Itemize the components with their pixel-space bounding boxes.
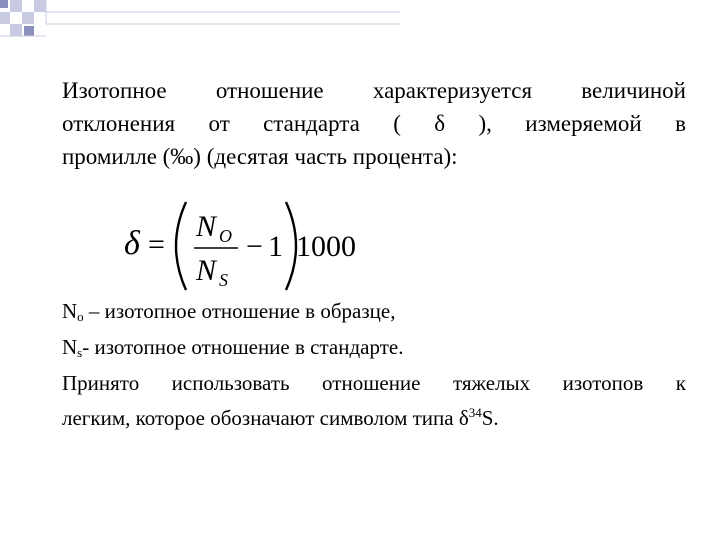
intro-line-2: отклонения от стандарта ( δ ), измеряемой в [62, 111, 686, 136]
formula-denominator-n: N [196, 254, 217, 287]
decorative-checker-grid [0, 0, 400, 42]
definitions-paragraph [62, 296, 686, 433]
definition-no [62, 296, 686, 332]
definition-ns [62, 332, 686, 368]
formula-equals: = [148, 228, 165, 261]
no-symbol: N [62, 299, 78, 323]
formula-left-paren [176, 202, 186, 290]
definitions-line-3: Принято использовать отношение тяжелых изотопов к [62, 371, 686, 395]
ns-subscript: s [77, 345, 83, 360]
formula-minus: − [246, 230, 263, 263]
formula-right-paren [286, 202, 296, 290]
formula-one: 1 [268, 230, 283, 263]
definitions-line-4 [62, 398, 686, 433]
line4-delta: δ [458, 406, 469, 430]
no-subscript: o [77, 309, 84, 324]
line4-superscript: 34 [468, 405, 482, 420]
line4-text: легким, которое обозначают символом типа [62, 406, 459, 430]
formula-denominator-sub: S [219, 270, 228, 290]
ns-symbol: N [62, 335, 78, 359]
formula-numerator-sub: O [219, 226, 232, 246]
intro-line-1: Изотопное отношение характеризуется величиной [62, 78, 686, 103]
intro-paragraph [62, 74, 686, 173]
formula-delta-symbol: δ [124, 225, 140, 262]
intro-line-3: промилле (‰) (десятая часть процента): [62, 144, 458, 169]
formula-factor: 1000 [296, 230, 356, 263]
line4-end: S. [481, 406, 499, 430]
no-text: – изотопное отношение в образце, [83, 299, 396, 323]
delta-formula [120, 196, 390, 296]
ns-text: - изотопное отношение в стандарте. [82, 335, 404, 359]
formula-numerator-n: N [196, 210, 217, 243]
